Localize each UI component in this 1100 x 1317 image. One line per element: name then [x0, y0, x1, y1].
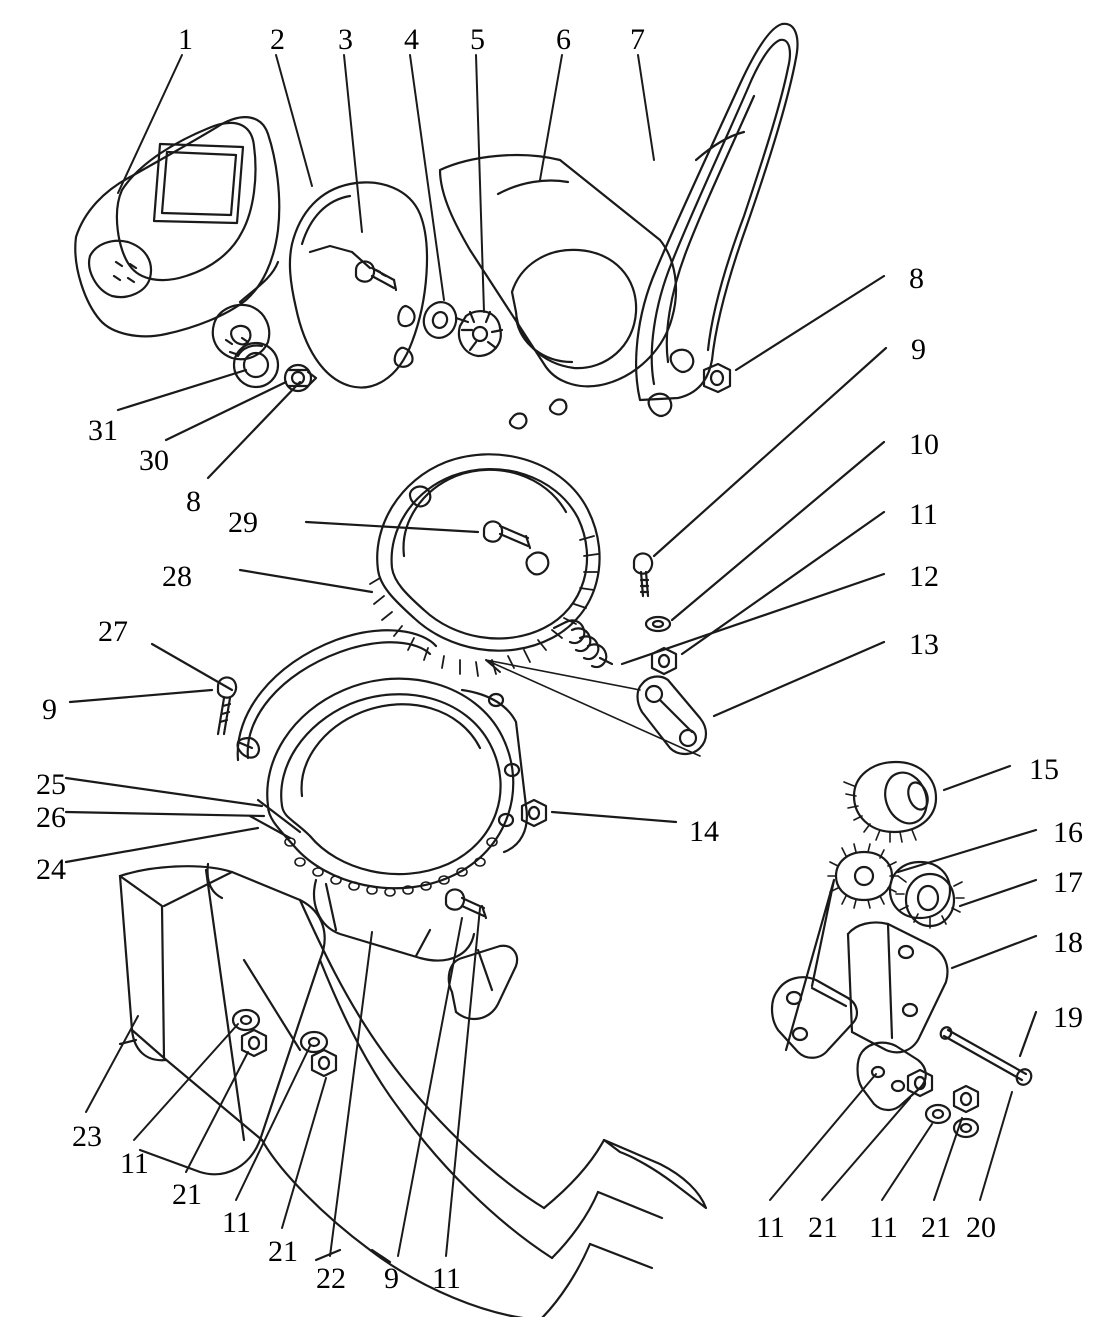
callout-31: 31 — [88, 414, 118, 447]
part-12-spring — [554, 574, 884, 667]
part-9-screw-mid — [446, 889, 486, 918]
part-2-3-side-plate — [290, 182, 427, 387]
callout-7: 7 — [630, 23, 645, 56]
part-9-screw-left — [70, 677, 236, 734]
callout-25: 25 — [36, 768, 66, 801]
callout-19: 19 — [1053, 1001, 1083, 1034]
part-15-sprocket — [844, 762, 1010, 842]
part-18-bracket — [848, 922, 1036, 1052]
callout-11-bottom: 11 — [432, 1262, 461, 1295]
callout-11-bl-1: 11 — [120, 1147, 149, 1180]
callout-4: 4 — [404, 23, 419, 56]
callout-30: 30 — [139, 444, 169, 477]
callout-3: 3 — [338, 23, 353, 56]
callout-5: 5 — [470, 23, 485, 56]
callout-11-br-2: 11 — [869, 1211, 898, 1244]
callout-16: 16 — [1053, 816, 1083, 849]
callout-23: 23 — [72, 1120, 102, 1153]
callout-11-br-1: 11 — [756, 1211, 785, 1244]
callout-8-upper-right: 8 — [909, 262, 924, 295]
callout-14: 14 — [689, 815, 719, 848]
callout-28: 28 — [162, 560, 192, 593]
part-29-bolt — [306, 521, 530, 548]
callout-10: 10 — [909, 428, 939, 461]
part-11-washer-bl-1 — [233, 1010, 259, 1030]
callout-26: 26 — [36, 801, 66, 834]
callout-11-bl-2: 11 — [222, 1206, 251, 1239]
part-31-pulley — [234, 343, 278, 387]
callout-6: 6 — [556, 23, 571, 56]
callout-9-right: 9 — [911, 333, 926, 366]
leader-lines-top — [118, 55, 654, 312]
part-21-nut-br-1 — [908, 1070, 932, 1096]
part-19-shaft — [939, 1012, 1036, 1087]
part-28-ring-gear — [240, 454, 600, 676]
callout-11-right: 11 — [909, 498, 938, 531]
callout-9-bottom: 9 — [384, 1262, 399, 1295]
callout-22: 22 — [316, 1262, 346, 1295]
callout-20: 20 — [966, 1211, 996, 1244]
part-16-bevel-gear — [828, 830, 1036, 908]
part-14-nut — [522, 800, 676, 826]
part-11-washer-br-1 — [926, 1105, 950, 1123]
part-17-gear-cluster — [890, 862, 1036, 928]
part-21-nut-bl-1 — [242, 1030, 266, 1056]
leader-lines-bottom-right — [770, 1074, 1012, 1200]
part-11-nut-upper — [652, 512, 884, 674]
callout-13: 13 — [909, 628, 939, 661]
part-4-bolt — [356, 261, 396, 290]
part-1-chute-control-panel — [75, 117, 279, 359]
callout-1: 1 — [178, 23, 193, 56]
part-5-impeller-shaft — [419, 298, 502, 356]
part-18-bracket-left — [772, 880, 857, 1058]
callout-29: 29 — [228, 506, 258, 539]
part-21-nut-bl-2 — [312, 1050, 336, 1076]
callout-15: 15 — [1029, 753, 1059, 786]
part-13-linkage-arm — [638, 642, 885, 754]
callout-2: 2 — [270, 23, 285, 56]
callout-21-bl-2: 21 — [268, 1235, 298, 1268]
part-11-washer-bl-2 — [301, 1032, 327, 1052]
part-30-washer-nut — [285, 365, 316, 391]
callout-27: 27 — [98, 615, 128, 648]
part-21-nut-br-2 — [954, 1086, 978, 1112]
callout-9-left: 9 — [42, 693, 57, 726]
leader-30 — [166, 382, 286, 440]
callout-17: 17 — [1053, 866, 1083, 899]
part-7-side-bracket — [636, 24, 797, 416]
callout-8-left: 8 — [186, 485, 201, 518]
part-24-25-26-auger-housing-ring — [66, 679, 527, 961]
leader-31 — [118, 370, 246, 410]
part-22-auger-housing-body — [120, 864, 706, 1317]
leader-lines-bottom-left — [86, 908, 480, 1256]
callout-21-br-1: 21 — [808, 1211, 838, 1244]
part-6-impeller-drum — [440, 155, 676, 428]
callout-21-br-2: 21 — [921, 1211, 951, 1244]
callout-24: 24 — [36, 853, 66, 886]
callout-18: 18 — [1053, 926, 1083, 959]
callout-12: 12 — [909, 560, 939, 593]
callout-21-bl-1: 21 — [172, 1178, 202, 1211]
